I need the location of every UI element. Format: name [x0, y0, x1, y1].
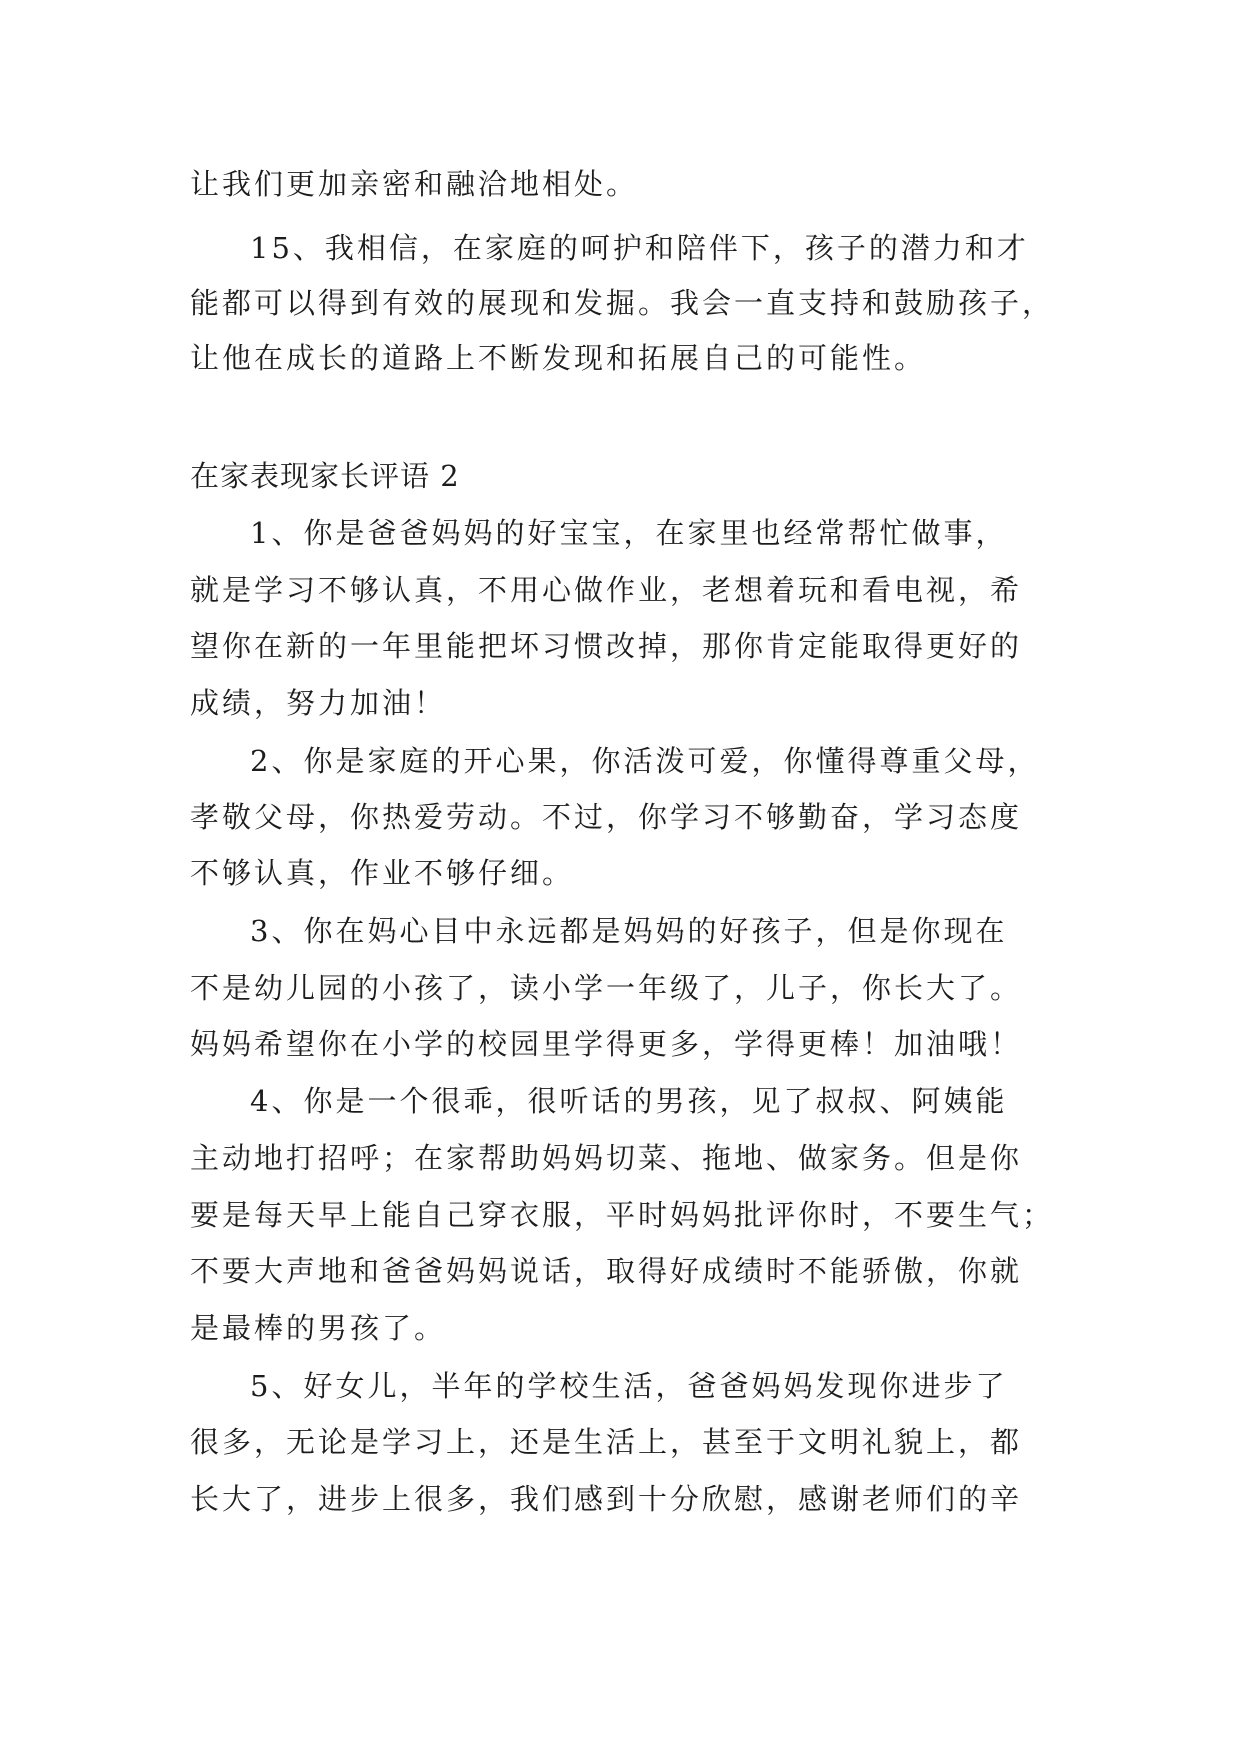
paragraph-line: 是最棒的男孩了。 [190, 1311, 447, 1345]
section-heading: 在家表现家长评语 2 [190, 459, 460, 493]
paragraph-line: 主动地打招呼；在家帮助妈妈切菜、拖地、做家务。但是你 [190, 1141, 1023, 1175]
paragraph-line: 要是每天早上能自己穿衣服，平时妈妈批评你时，不要生气； [190, 1198, 1055, 1232]
paragraph-line: 3、你在妈心目中永远都是妈妈的好孩子，但是你现在 [250, 914, 1008, 948]
paragraph-line: 孝敬父母，你热爱劳动。不过，你学习不够勤奋，学习态度 [190, 800, 1023, 834]
paragraph-line: 让他在成长的道路上不断发现和拓展自己的可能性。 [190, 341, 927, 375]
paragraph-line: 5、好女儿，半年的学校生活，爸爸妈妈发现你进步了 [250, 1369, 1008, 1403]
paragraph-line: 2、你是家庭的开心果，你活泼可爱，你懂得尊重父母， [250, 744, 1040, 778]
paragraph-line: 1、你是爸爸妈妈的好宝宝，在家里也经常帮忙做事， [250, 516, 1008, 550]
paragraph-line: 就是学习不够认真，不用心做作业，老想着玩和看电视，希 [190, 573, 1023, 607]
paragraph-line: 不够认真，作业不够仔细。 [190, 856, 575, 890]
paragraph-line: 很多，无论是学习上，还是生活上，甚至于文明礼貌上，都 [190, 1425, 1023, 1459]
paragraph-line: 望你在新的一年里能把坏习惯改掉，那你肯定能取得更好的 [190, 629, 1023, 663]
paragraph-line: 长大了，进步上很多，我们感到十分欣慰，感谢老师们的辛 [190, 1482, 1023, 1516]
paragraph-line: 妈妈希望你在小学的校园里学得更多，学得更棒！加油哦！ [190, 1027, 1023, 1061]
paragraph-line: 4、你是一个很乖，很听话的男孩，见了叔叔、阿姨能 [250, 1084, 1008, 1118]
paragraph-line: 15、我相信，在家庭的呵护和陪伴下，孩子的潜力和才 [250, 231, 1029, 265]
paragraph-line: 不是幼儿园的小孩了，读小学一年级了，儿子，你长大了。 [190, 971, 1023, 1005]
paragraph-line: 不要大声地和爸爸妈妈说话，取得好成绩时不能骄傲，你就 [190, 1254, 1023, 1288]
paragraph-line: 让我们更加亲密和融洽地相处。 [190, 167, 639, 201]
paragraph-line: 成绩，努力加油！ [190, 686, 447, 720]
paragraph-line: 能都可以得到有效的展现和发掘。我会一直支持和鼓励孩子， [190, 286, 1055, 320]
